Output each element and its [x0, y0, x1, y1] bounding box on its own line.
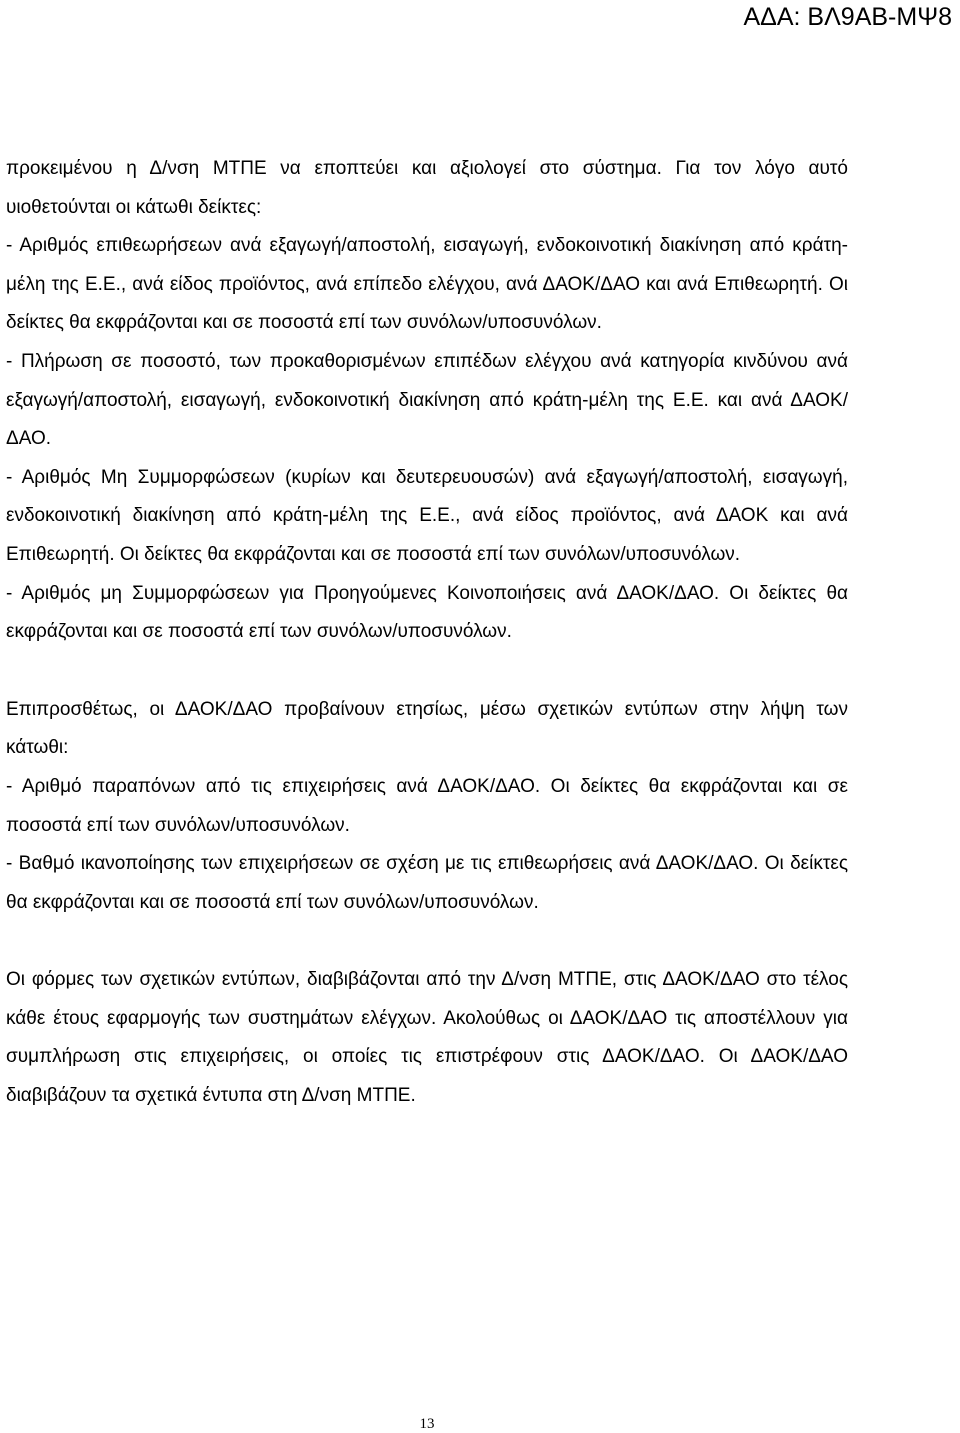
- survey-satisfaction: - Βαθμό ικανοποίησης των επιχειρήσεων σε σχέση με τις επιθεωρήσεις ανά ΔΑΟΚ/ΔΑΟ. Οι δείκτες θα εκφράζονται και σε ποσοστά επί των συνόλων/υποσυνόλων.: [6, 853, 848, 913]
- annual-survey-intro: Επιπροσθέτως, οι ΔΑΟΚ/ΔΑΟ προβαίνουν ετησίως, μέσω σχετικών εντύπων στην λήψη των κάτωθι:: [6, 698, 848, 759]
- ada-code: ΑΔΑ: ΒΛ9ΑΒ-ΜΨ8: [743, 3, 952, 31]
- indicator-previous-notifications: - Αριθμός μη Συμμορφώσεων για Προηγούμενες Κοινοποιήσεις ανά ΔΑΟΚ/ΔΑΟ. Οι δείκτες θα εκφράζονται και σε ποσοστά επί των συνόλων/υποσυνόλων.: [6, 582, 848, 643]
- forms-procedure-paragraph: Οι φόρμες των σχετικών εντύπων, διαβιβάζονται από την Δ/νση ΜΤΠΕ, στις ΔΑΟΚ/ΔΑΟ στο τέλος κάθε έτους εφαρμογής των συστημάτων ελέγχων. Ακολούθως οι ΔΑΟΚ/ΔΑΟ τις αποστέλλουν για συμπλήρωση στις επιχειρήσεις, οι οποίες τις επιστρέφουν στις ΔΑΟΚ/ΔΑΟ. Οι ΔΑΟΚ/ΔΑΟ διαβιβάζουν τα σχετικά έντυπα στη Δ/νση ΜΤΠΕ.: [6, 969, 848, 1107]
- indicator-nonconformities: - Αριθμός Μη Συμμορφώσεων (κυρίων και δευτερευουσών) ανά εξαγωγή/αποστολή, εισαγωγή, ενδοκοινοτική διακίνηση από κράτη-μέλη της Ε.Ε., ανά είδος προϊόντος, ανά ΔΑΟΚ και ανά Επιθεωρητή. Οι δείκτες θα εκφράζονται και σε ποσοστά επί των συνόλων/υποσυνόλων.: [6, 466, 848, 565]
- paragraph-spacer: [6, 652, 848, 691]
- indicator-inspections: - Αριθμός επιθεωρήσεων ανά εξαγωγή/αποστολή, εισαγωγή, ενδοκοινοτική διακίνηση από κράτη-μέλη της Ε.Ε., ανά είδος προϊόντος, ανά επίπεδο ελέγχου, ανά ΔΑΟΚ/ΔΑΟ και ανά Επιθεωρητή. Οι δείκτες θα εκφράζονται και σε ποσοστά επί των συνόλων/υποσυνόλων.: [6, 235, 848, 334]
- document-body: [6, 150, 848, 1116]
- indicators-intro: προκειμένου η Δ/νση ΜΤΠΕ να εποπτεύει και αξιολογεί στο σύστημα. Για τον λόγο αυτό υιοθετούνται οι κάτωθι δείκτες:: [6, 158, 848, 218]
- page-number: 13: [419, 1416, 435, 1432]
- paragraph-spacer: [6, 922, 848, 961]
- indicator-control-levels: - Πλήρωση σε ποσοστό, των προκαθορισμένων επιπέδων ελέγχου ανά κατηγορία κινδύνου ανά εξαγωγή/αποστολή, εισαγωγή, ενδοκοινοτική διακίνηση από κράτη-μέλη της Ε.Ε. και ανά ΔΑΟΚ/ΔΑΟ.: [6, 350, 848, 450]
- survey-complaints: - Αριθμό παραπόνων από τις επιχειρήσεις ανά ΔΑΟΚ/ΔΑΟ. Οι δείκτες θα εκφράζονται και σε ποσοστά επί των συνόλων/υποσυνόλων.: [6, 775, 848, 836]
